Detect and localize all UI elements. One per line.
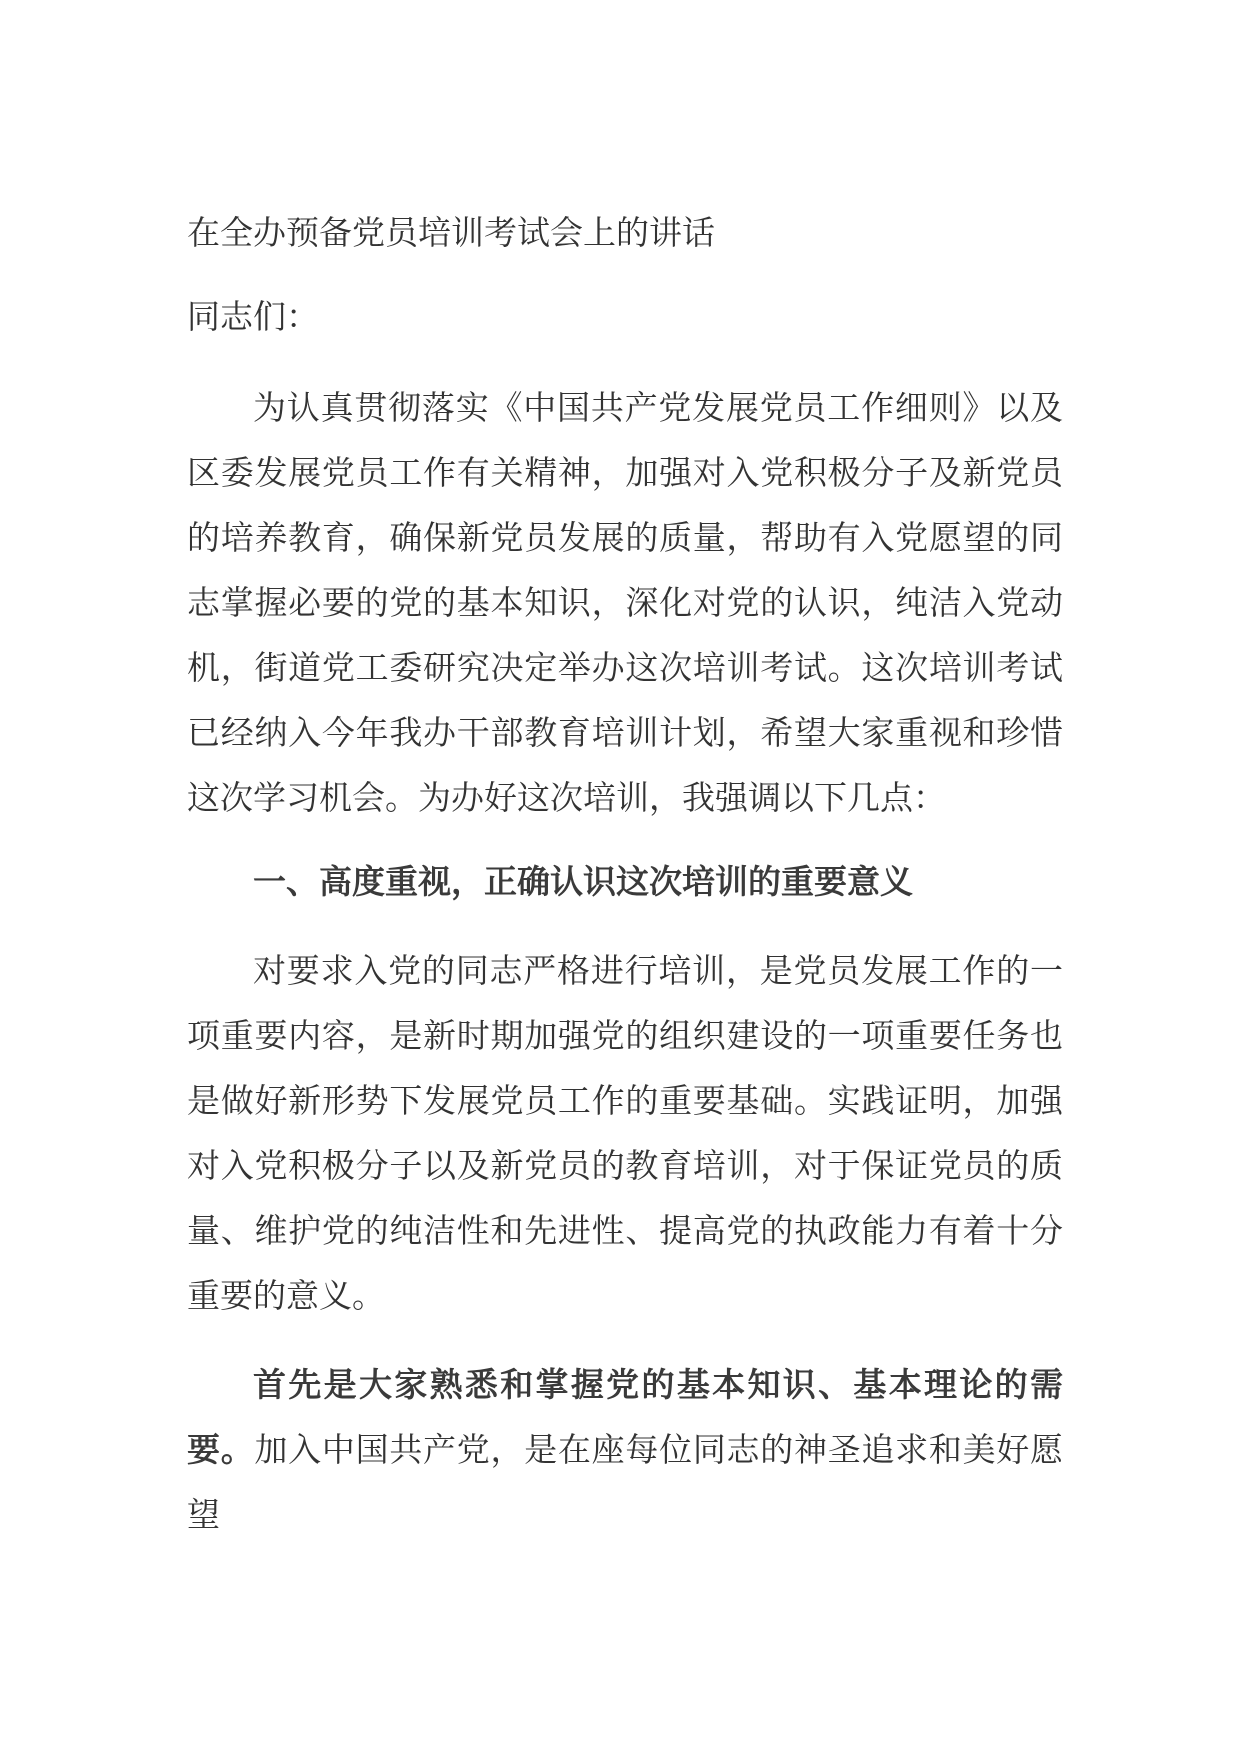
point-lead-1: 首先是大家熟悉和掌握党的基本知识、基本理论的需要。 [187, 1365, 1063, 1469]
section-heading-1: 一、高度重视，正确认识这次培训的重要意义 [253, 862, 913, 901]
salutation: 同志们： [187, 297, 319, 336]
point-paragraph-1 [187, 1352, 1063, 1547]
document-title: 在全办预备党员培训考试会上的讲话 [187, 213, 715, 252]
intro-paragraph: 为认真贯彻落实《中国共产党发展党员工作细则》以及区委发展党员工作有关精神，加强对入党积极分子及新党员的培养教育，确保新党员发展的质量，帮助有入党愿望的同志掌握必要的党的基本知识，深化对党的认识，纯洁入党动机，街道党工委研究决定举办这次培训考试。这次培训考试已经纳入今年我办干部教育培训计划，希望大家重视和珍惜这次学习机会。为办好这次培训，我强调以下几点： [187, 388, 1063, 817]
document-page [187, 205, 1063, 1571]
section-paragraph-1: 对要求入党的同志严格进行培训，是党员发展工作的一项重要内容，是新时期加强党的组织建设的一项重要任务也是做好新形势下发展党员工作的重要基础。实践证明，加强对入党积极分子以及新党员的教育培训，对于保证党员的质量、维护党的纯洁性和先进性、提高党的执政能力有着十分重要的意义。 [187, 951, 1063, 1315]
point-text-1: 加入中国共产党，是在座每位同志的神圣追求和美好愿望 [187, 1430, 1064, 1534]
